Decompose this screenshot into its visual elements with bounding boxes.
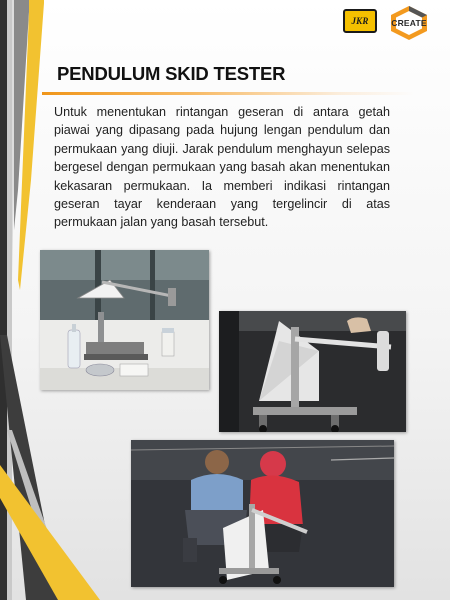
pendulum-lab-image xyxy=(40,250,209,390)
create-logo xyxy=(386,5,432,41)
field-test-photo xyxy=(131,440,394,587)
description-paragraph: Untuk menentukan rintangan geseran di antara getah piawai yang dipasang pada hujung lengan pendulum dan permukaan yang diuji. Jarak pendulum menghayun selepas bergesel dengan permukaan yang basah akan menentukan kekasaran permukaan. Ia memberi indikasi rintangan geseran tayar kenderaan yang tergelincir di atas permukaan jalan yang basah tersebut. xyxy=(54,105,390,230)
pendulum-road-image xyxy=(219,311,406,432)
lab-pendulum-photo xyxy=(40,250,209,390)
jkr-logo xyxy=(343,9,377,33)
jkr-logo-text: JKR xyxy=(351,16,369,26)
page-title: PENDULUM SKID TESTER xyxy=(57,63,286,84)
road-pendulum-photo xyxy=(219,311,406,432)
field-test-image xyxy=(131,440,394,587)
title-underline xyxy=(42,92,414,95)
create-logo-text: CREATE xyxy=(391,18,427,28)
